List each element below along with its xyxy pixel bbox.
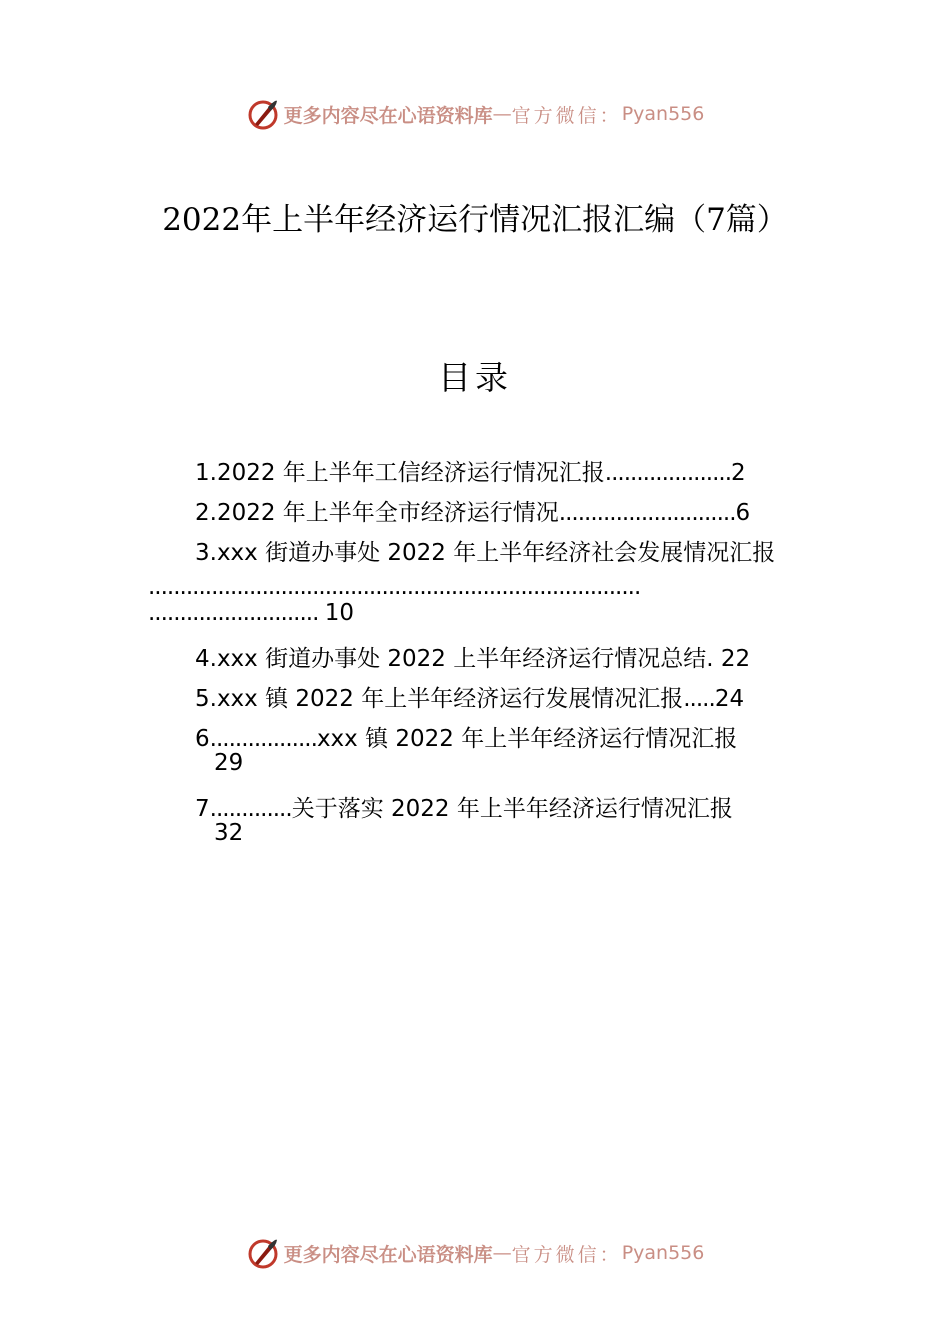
toc-item-5[interactable]	[195, 680, 744, 713]
toc-item-3[interactable]	[195, 534, 775, 567]
toc-leader-dots: ..............................................................................	[148, 574, 641, 600]
quill-logo-icon	[246, 1236, 280, 1270]
toc-heading: 目录	[438, 358, 512, 397]
toc-item-text: 5.xxx 镇 2022 年上半年经济运行发展情况汇报	[195, 686, 684, 712]
toc-leader-dots: .....	[683, 686, 715, 712]
toc-item-6[interactable]	[195, 720, 737, 753]
toc-item-4[interactable]	[195, 640, 750, 673]
banner-label: 官方微信：	[511, 104, 622, 127]
toc-item-7-page	[214, 820, 243, 846]
toc-item-text: 2.2022 年上半年全市经济运行情况	[195, 500, 559, 526]
toc-item-prefix: 7	[195, 796, 210, 822]
banner-dash: —	[492, 1242, 512, 1264]
toc-page-number: 24	[714, 686, 745, 712]
toc-item-text: 4.xxx 街道办事处 2022 上半年经济运行情况总结	[195, 646, 707, 672]
banner-wechat-id: Pyan556	[621, 103, 705, 125]
header-banner	[0, 94, 950, 134]
toc-item-prefix: 6	[195, 726, 210, 752]
toc-item-6-page	[214, 750, 243, 776]
banner-site-text: 更多内容尽在心语资料库	[283, 104, 493, 127]
toc-page-number: 29	[214, 750, 244, 776]
toc-leader-dots: ...........................	[148, 600, 325, 626]
toc-leader-dots: ....................	[604, 460, 732, 486]
footer-banner	[0, 1233, 950, 1273]
quill-logo-icon	[246, 97, 280, 131]
banner-dash: —	[492, 103, 512, 125]
banner-site-text: 更多内容尽在心语资料库	[283, 1243, 493, 1266]
toc-leader-dots: .	[706, 646, 721, 672]
toc-page-number: 32	[214, 820, 244, 846]
toc-item-1[interactable]	[195, 454, 746, 487]
toc-item-2[interactable]	[195, 494, 750, 527]
toc-page-number: 6	[735, 500, 751, 526]
toc-leader-dots: ............................	[558, 500, 736, 526]
document-title: 2022年上半年经济运行情况汇报汇编（7篇）	[162, 202, 788, 238]
toc-item-3-page-line	[148, 600, 354, 626]
toc-item-text: 3.xxx 街道办事处 2022 年上半年经济社会发展情况汇报	[195, 540, 776, 566]
toc-page-number: 22	[720, 646, 751, 672]
toc-item-text: 关于落实 2022 年上半年经济运行情况汇报	[291, 796, 733, 822]
toc-item-3-leader	[148, 574, 838, 600]
toc-leader-dots: .................	[209, 726, 317, 752]
toc-page-number: 2	[731, 460, 746, 486]
banner-wechat-id: Pyan556	[621, 1242, 705, 1264]
toc-item-7[interactable]	[195, 790, 733, 823]
toc-leader-dots: .............	[209, 796, 292, 822]
toc-item-text: xxx 镇 2022 年上半年经济运行情况汇报	[316, 726, 738, 752]
toc-item-text: 1.2022 年上半年工信经济运行情况汇报	[195, 460, 605, 486]
banner-label: 官方微信：	[511, 1243, 622, 1266]
toc-page-number: 10	[324, 600, 354, 626]
